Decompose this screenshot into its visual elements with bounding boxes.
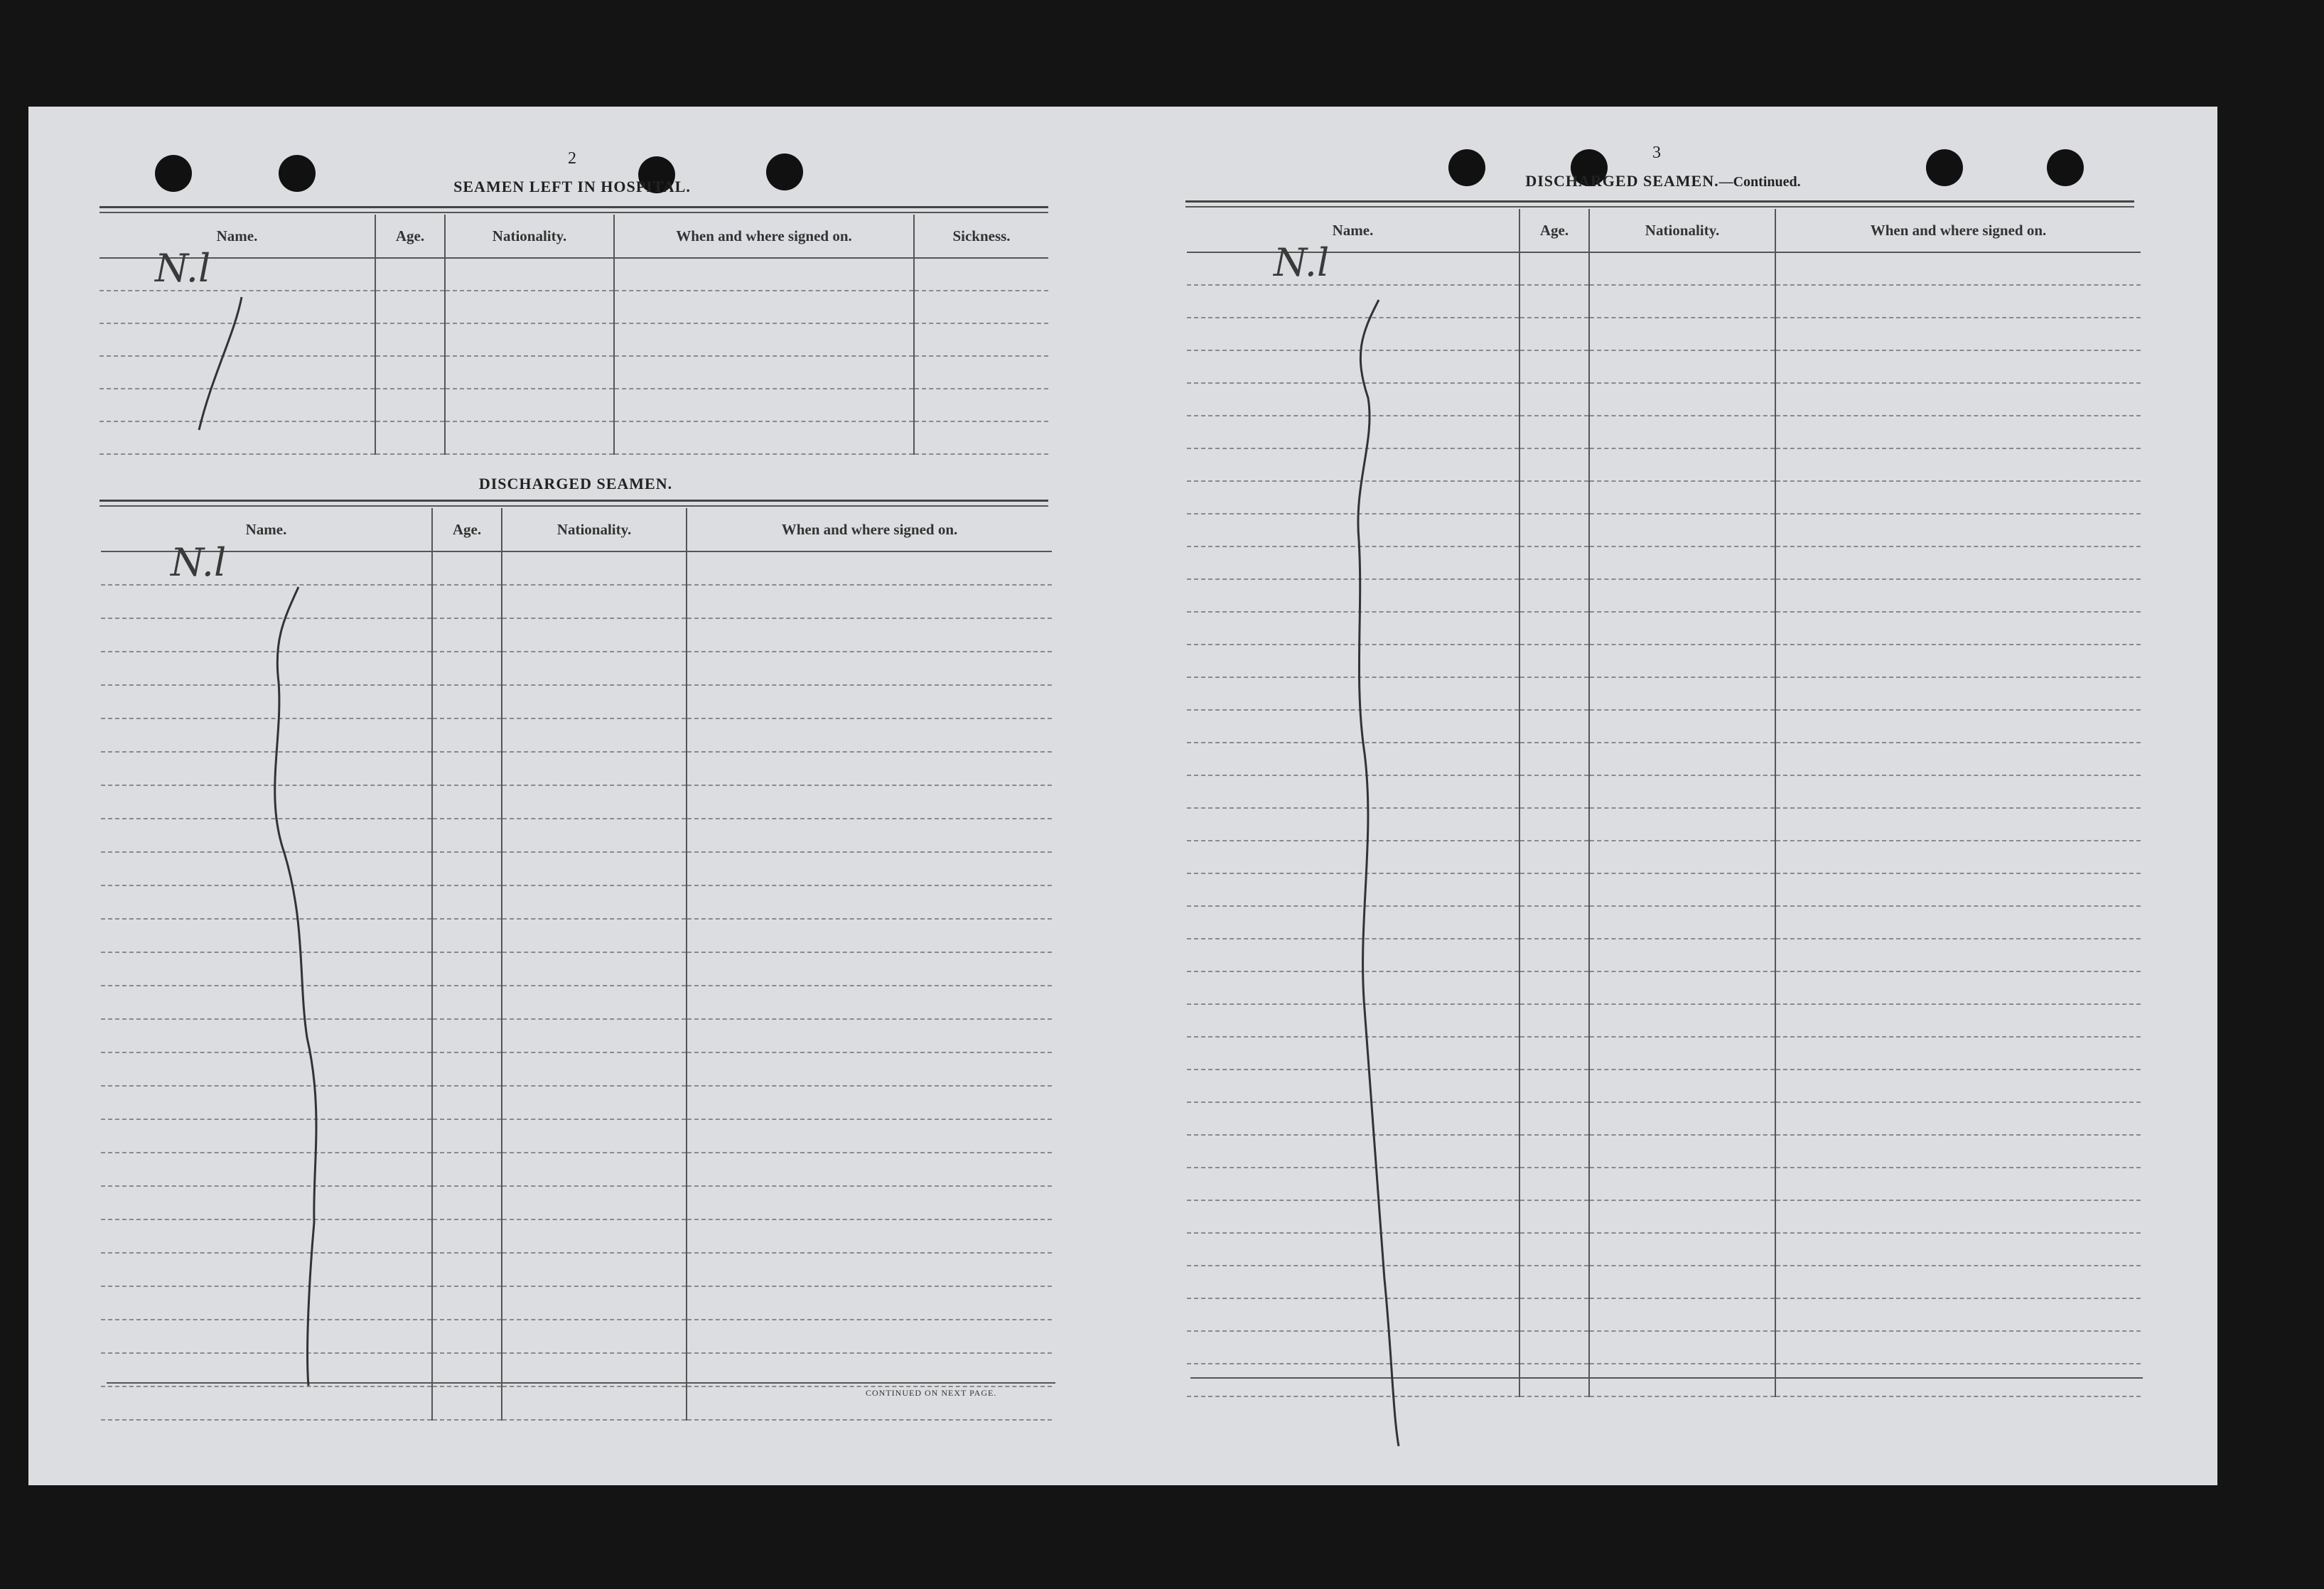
page-number-right: 3 bbox=[1652, 144, 1661, 162]
col-header-age: Age. bbox=[1519, 209, 1589, 252]
col-header-name: Name. bbox=[1187, 209, 1519, 252]
col-header-signed-on: When and where signed on. bbox=[687, 508, 1052, 551]
continued-label: —Continued. bbox=[1718, 174, 1801, 190]
col-header-age: Age. bbox=[432, 508, 502, 551]
discharged-title-text: DISCHARGED SEAMEN. bbox=[1525, 172, 1719, 190]
handwritten-entry: N.l bbox=[171, 540, 227, 585]
col-header-signed-on: When and where signed on. bbox=[614, 215, 914, 258]
strike-line-discharged-left bbox=[275, 587, 316, 1386]
hospital-section-title: SEAMEN LEFT IN HOSPITAL. bbox=[453, 178, 691, 195]
strike-line-hospital bbox=[199, 297, 242, 430]
strike-line-discharged-right bbox=[1358, 300, 1399, 1446]
col-header-sickness: Sickness. bbox=[914, 215, 1048, 258]
col-header-name: Name. bbox=[99, 215, 375, 258]
col-header-signed-on: When and where signed on. bbox=[1775, 209, 2141, 252]
col-header-nationality: Nationality. bbox=[1589, 209, 1775, 252]
col-header-nationality: Nationality. bbox=[445, 215, 614, 258]
col-header-nationality: Nationality. bbox=[502, 508, 687, 551]
handwritten-entry: N.l bbox=[1274, 240, 1330, 285]
discharged-section-title-left: DISCHARGED SEAMEN. bbox=[478, 475, 673, 492]
continued-note: CONTINUED ON NEXT PAGE. bbox=[866, 1388, 997, 1398]
handwritten-entry: N.l bbox=[155, 246, 211, 291]
col-header-age: Age. bbox=[375, 215, 445, 258]
page-number-left: 2 bbox=[568, 149, 576, 168]
col-header-name: Name. bbox=[101, 508, 432, 551]
